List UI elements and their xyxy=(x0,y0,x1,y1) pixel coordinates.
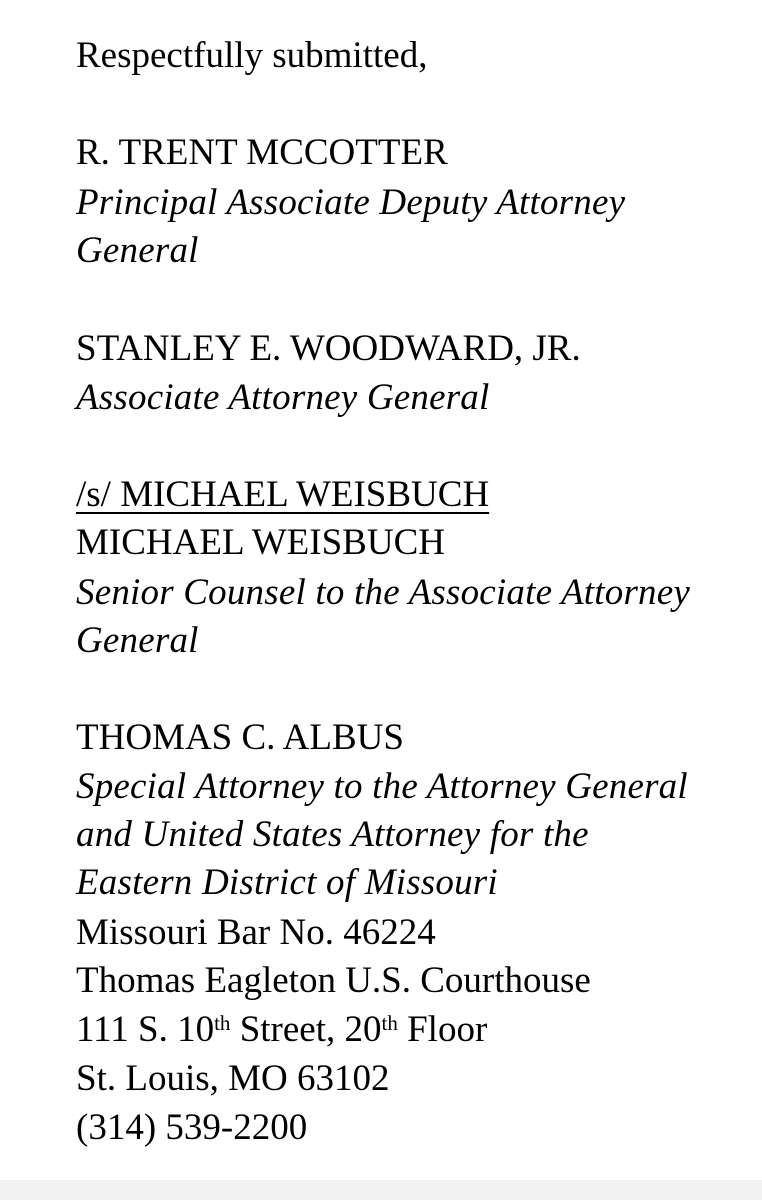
signer-title-line: Associate Attorney General xyxy=(76,377,490,418)
signer-title-line: and United States Attorney for the xyxy=(76,814,589,855)
street-end: Floor xyxy=(397,1009,488,1050)
street-mid: Street, 20 xyxy=(230,1009,382,1050)
address-building: Thomas Eagleton U.S. Courthouse xyxy=(76,960,591,1001)
street-number: 111 S. 10 xyxy=(76,1009,215,1050)
signer-name: STANLEY E. WOODWARD, JR. xyxy=(76,328,581,369)
closing-line: Respectfully submitted, xyxy=(76,35,428,76)
ordinal-suffix: th xyxy=(214,1011,231,1035)
signer-title-line: General xyxy=(76,230,199,271)
phone-number: (314) 539-2200 xyxy=(76,1107,308,1148)
bar-number: Missouri Bar No. 46224 xyxy=(76,912,436,953)
signer-title-line: Senior Counsel to the Associate Attorney xyxy=(76,572,690,613)
signer-name: MICHAEL WEISBUCH xyxy=(76,522,445,563)
address-city: St. Louis, MO 63102 xyxy=(76,1058,390,1099)
signer-name: THOMAS C. ALBUS xyxy=(76,717,404,758)
signer-title-line: Special Attorney to the Attorney General xyxy=(76,766,688,807)
signer-title-line: Eastern District of Missouri xyxy=(76,862,498,903)
address-street xyxy=(76,1008,487,1052)
page-bottom-strip xyxy=(0,1180,762,1200)
signer-title-line: Principal Associate Deputy Attorney xyxy=(76,182,626,223)
signer-name: R. TRENT MCCOTTER xyxy=(76,132,448,173)
electronic-signature: /s/ MICHAEL WEISBUCH xyxy=(76,474,490,515)
ordinal-suffix: th xyxy=(381,1011,398,1035)
signer-title-line: General xyxy=(76,620,199,661)
